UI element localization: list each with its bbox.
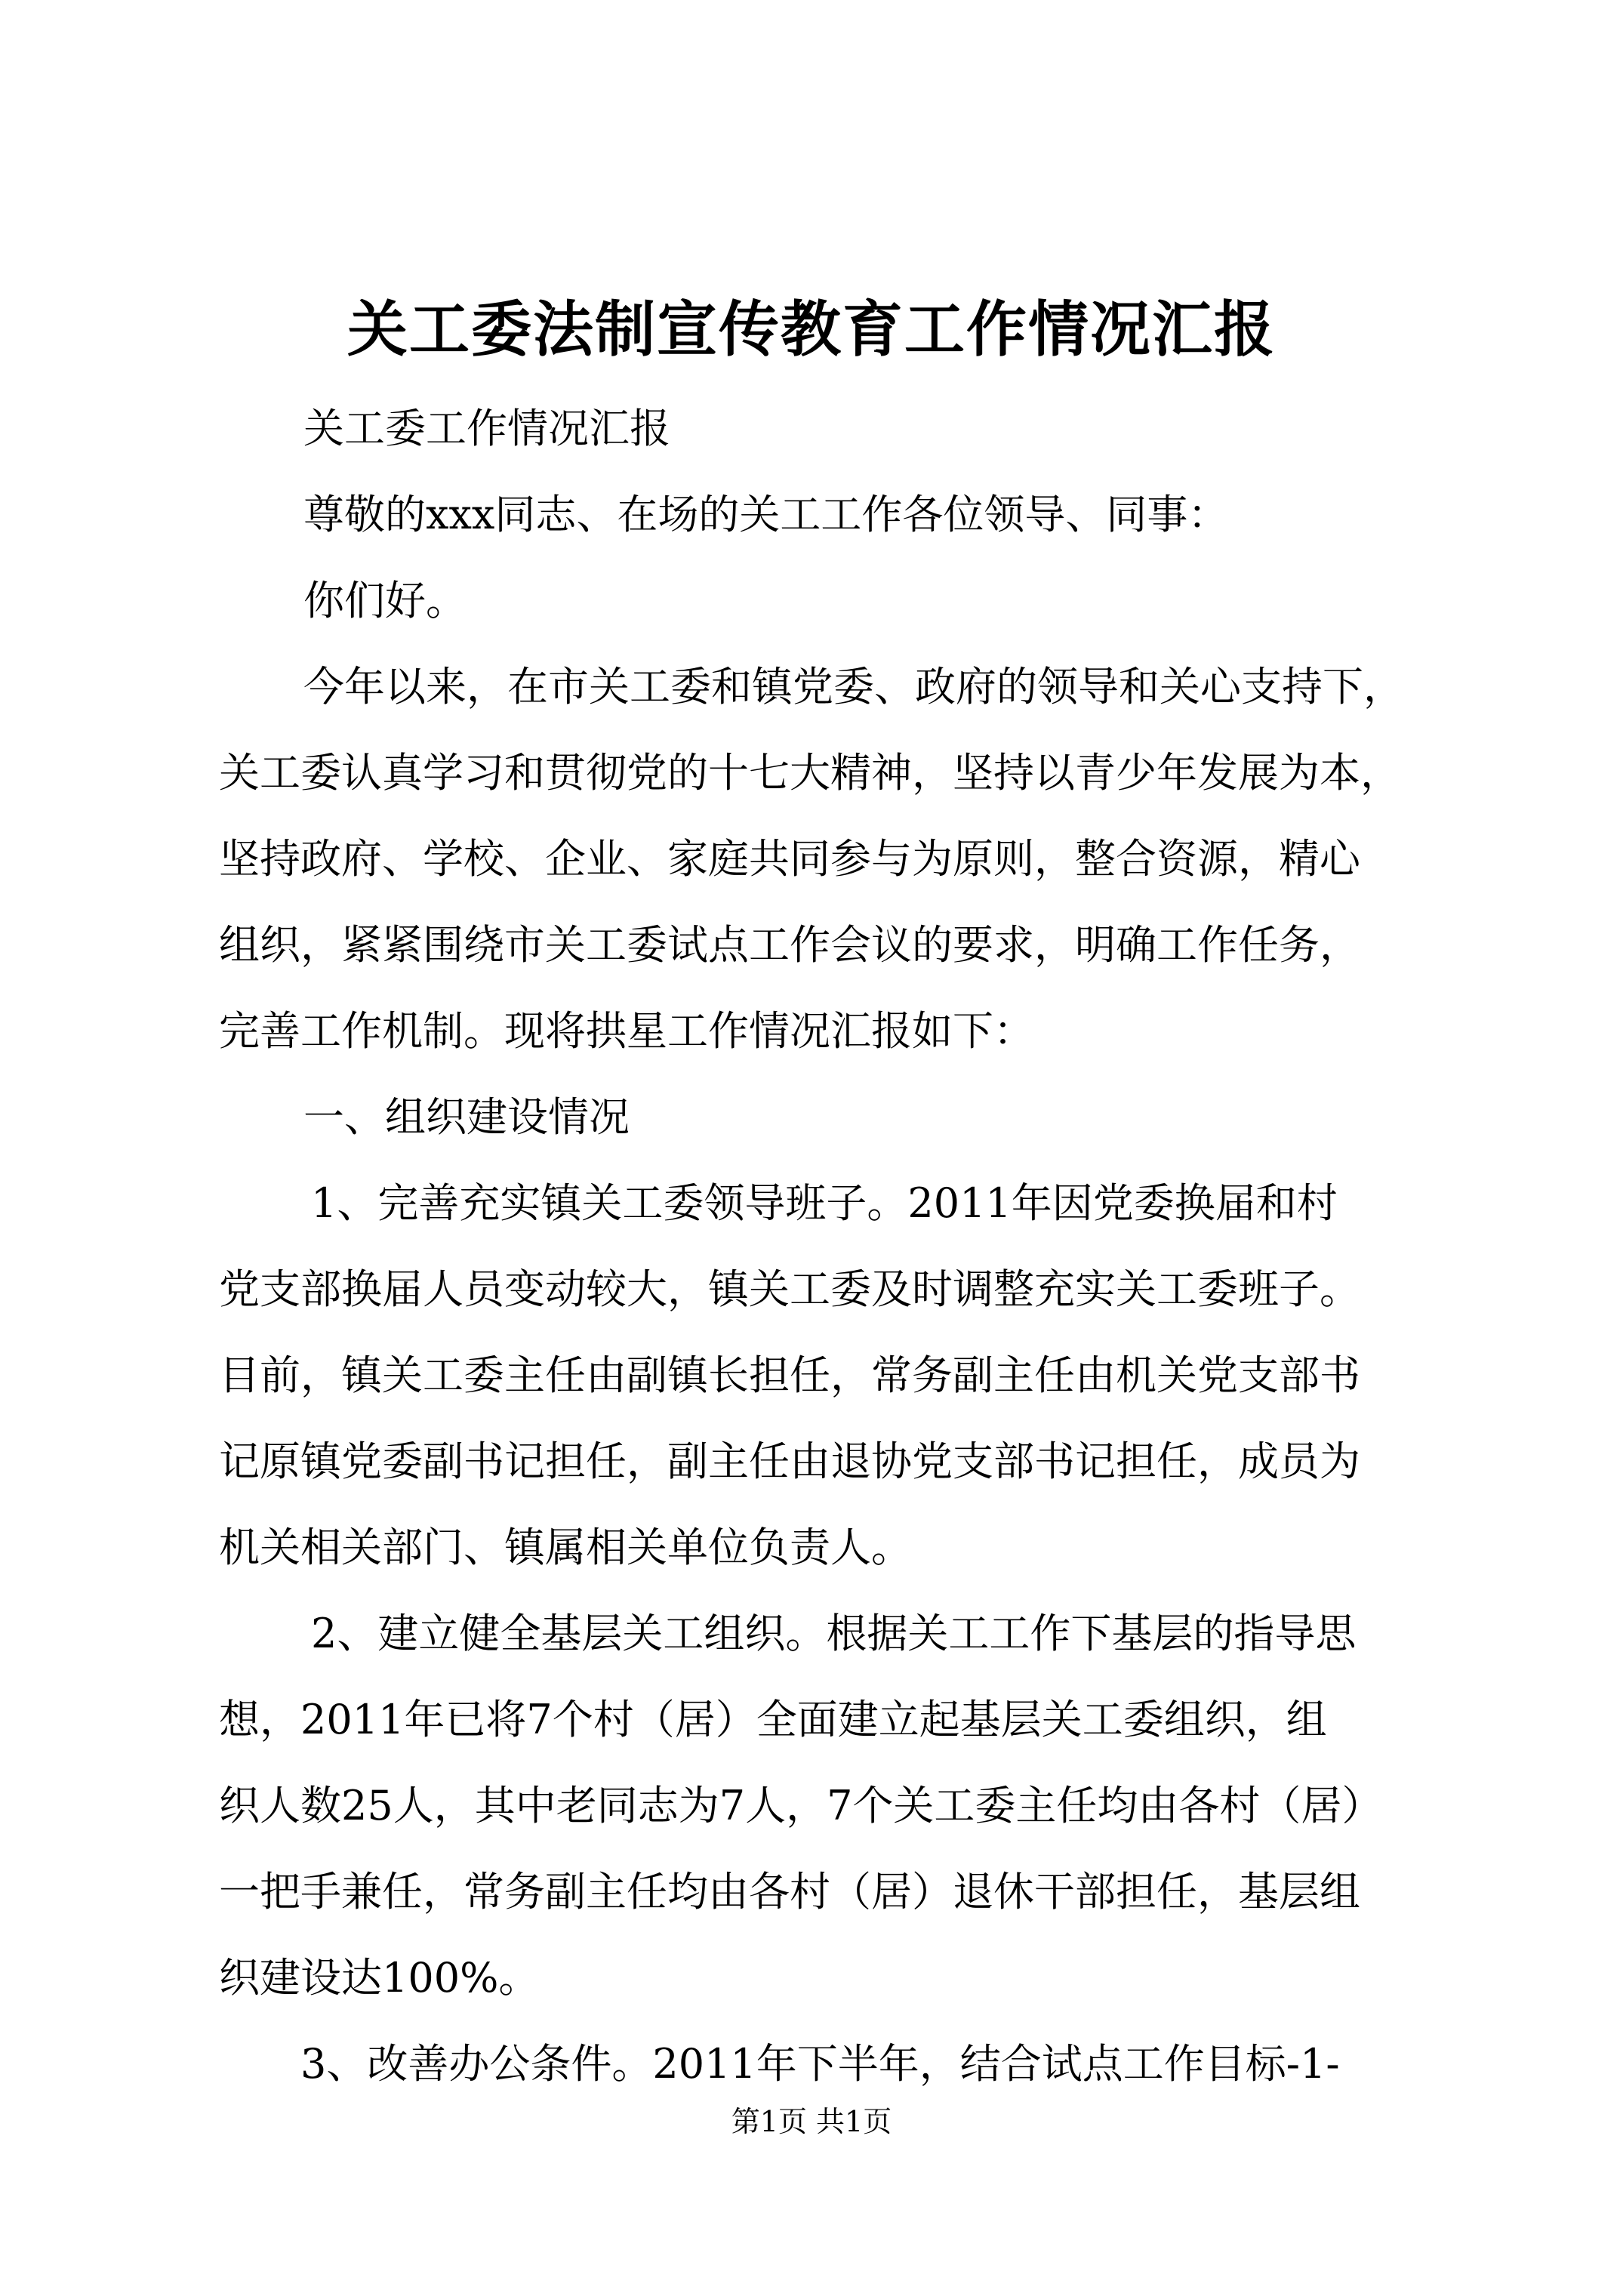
page-footer: 第1页 共1页 xyxy=(731,2105,892,2138)
paragraph-line: 机关相关部门、镇属相关单位负责人。 xyxy=(219,1524,912,1571)
paragraph-line: 关工委认真学习和贯彻党的十七大精神，坚持以青少年发展为本， xyxy=(219,749,1401,797)
paragraph-line: 想，2011年已将7个村（居）全面建立起基层关工委组织，组 xyxy=(219,1696,1327,1743)
paragraph-line: 坚持政府、学校、企业、家庭共同参与为原则，整合资源，精心 xyxy=(219,835,1360,883)
paragraph-line: 3、改善办公条件。2011年下半年，结合试点工作目标-1- xyxy=(300,2040,1340,2088)
paragraph-line: 织人数25人，其中老同志为7人，7个关工委主任均由各村（居） xyxy=(219,1782,1383,1829)
paragraph-line: 记原镇党委副书记担任，副主任由退协党支部书记担任，成员为 xyxy=(219,1438,1360,1485)
section-heading: 一、组织建设情况 xyxy=(303,1093,630,1141)
paragraph-line: 完善工作机制。现将拱星工作情况汇报如下： xyxy=(219,1007,1034,1055)
paragraph-line: 组织，紧紧围绕市关工委试点工作会议的要求，明确工作任务， xyxy=(219,921,1360,969)
document-title: 关工委法制宣传教育工作情况汇报 xyxy=(347,294,1276,365)
paragraph-line: 织建设达100%。 xyxy=(219,1954,540,2002)
paragraph-line: 一把手兼任，常务副主任均由各村（居）退休干部担任，基层组 xyxy=(219,1868,1360,1915)
paragraph-line: 1、完善充实镇关工委领导班子。2011年因党委换届和村 xyxy=(311,1179,1338,1227)
paragraph-line: 尊敬的xxx同志、在场的关工工作各位领导、同事： xyxy=(303,491,1229,538)
paragraph-line: 关工委工作情况汇报 xyxy=(303,405,670,452)
paragraph-line: 党支部换届人员变动较大，镇关工委及时调整充实关工委班子。 xyxy=(219,1265,1360,1313)
paragraph-line: 今年以来，在市关工委和镇党委、政府的领导和关心支持下， xyxy=(303,663,1404,710)
document-body xyxy=(219,386,1427,2107)
paragraph-line: 你们好。 xyxy=(303,577,467,624)
paragraph-line: 目前，镇关工委主任由副镇长担任，常务副主任由机关党支部书 xyxy=(219,1351,1360,1399)
paragraph-line: 2、建立健全基层关工组织。根据关工工作下基层的指导思 xyxy=(311,1610,1357,1657)
